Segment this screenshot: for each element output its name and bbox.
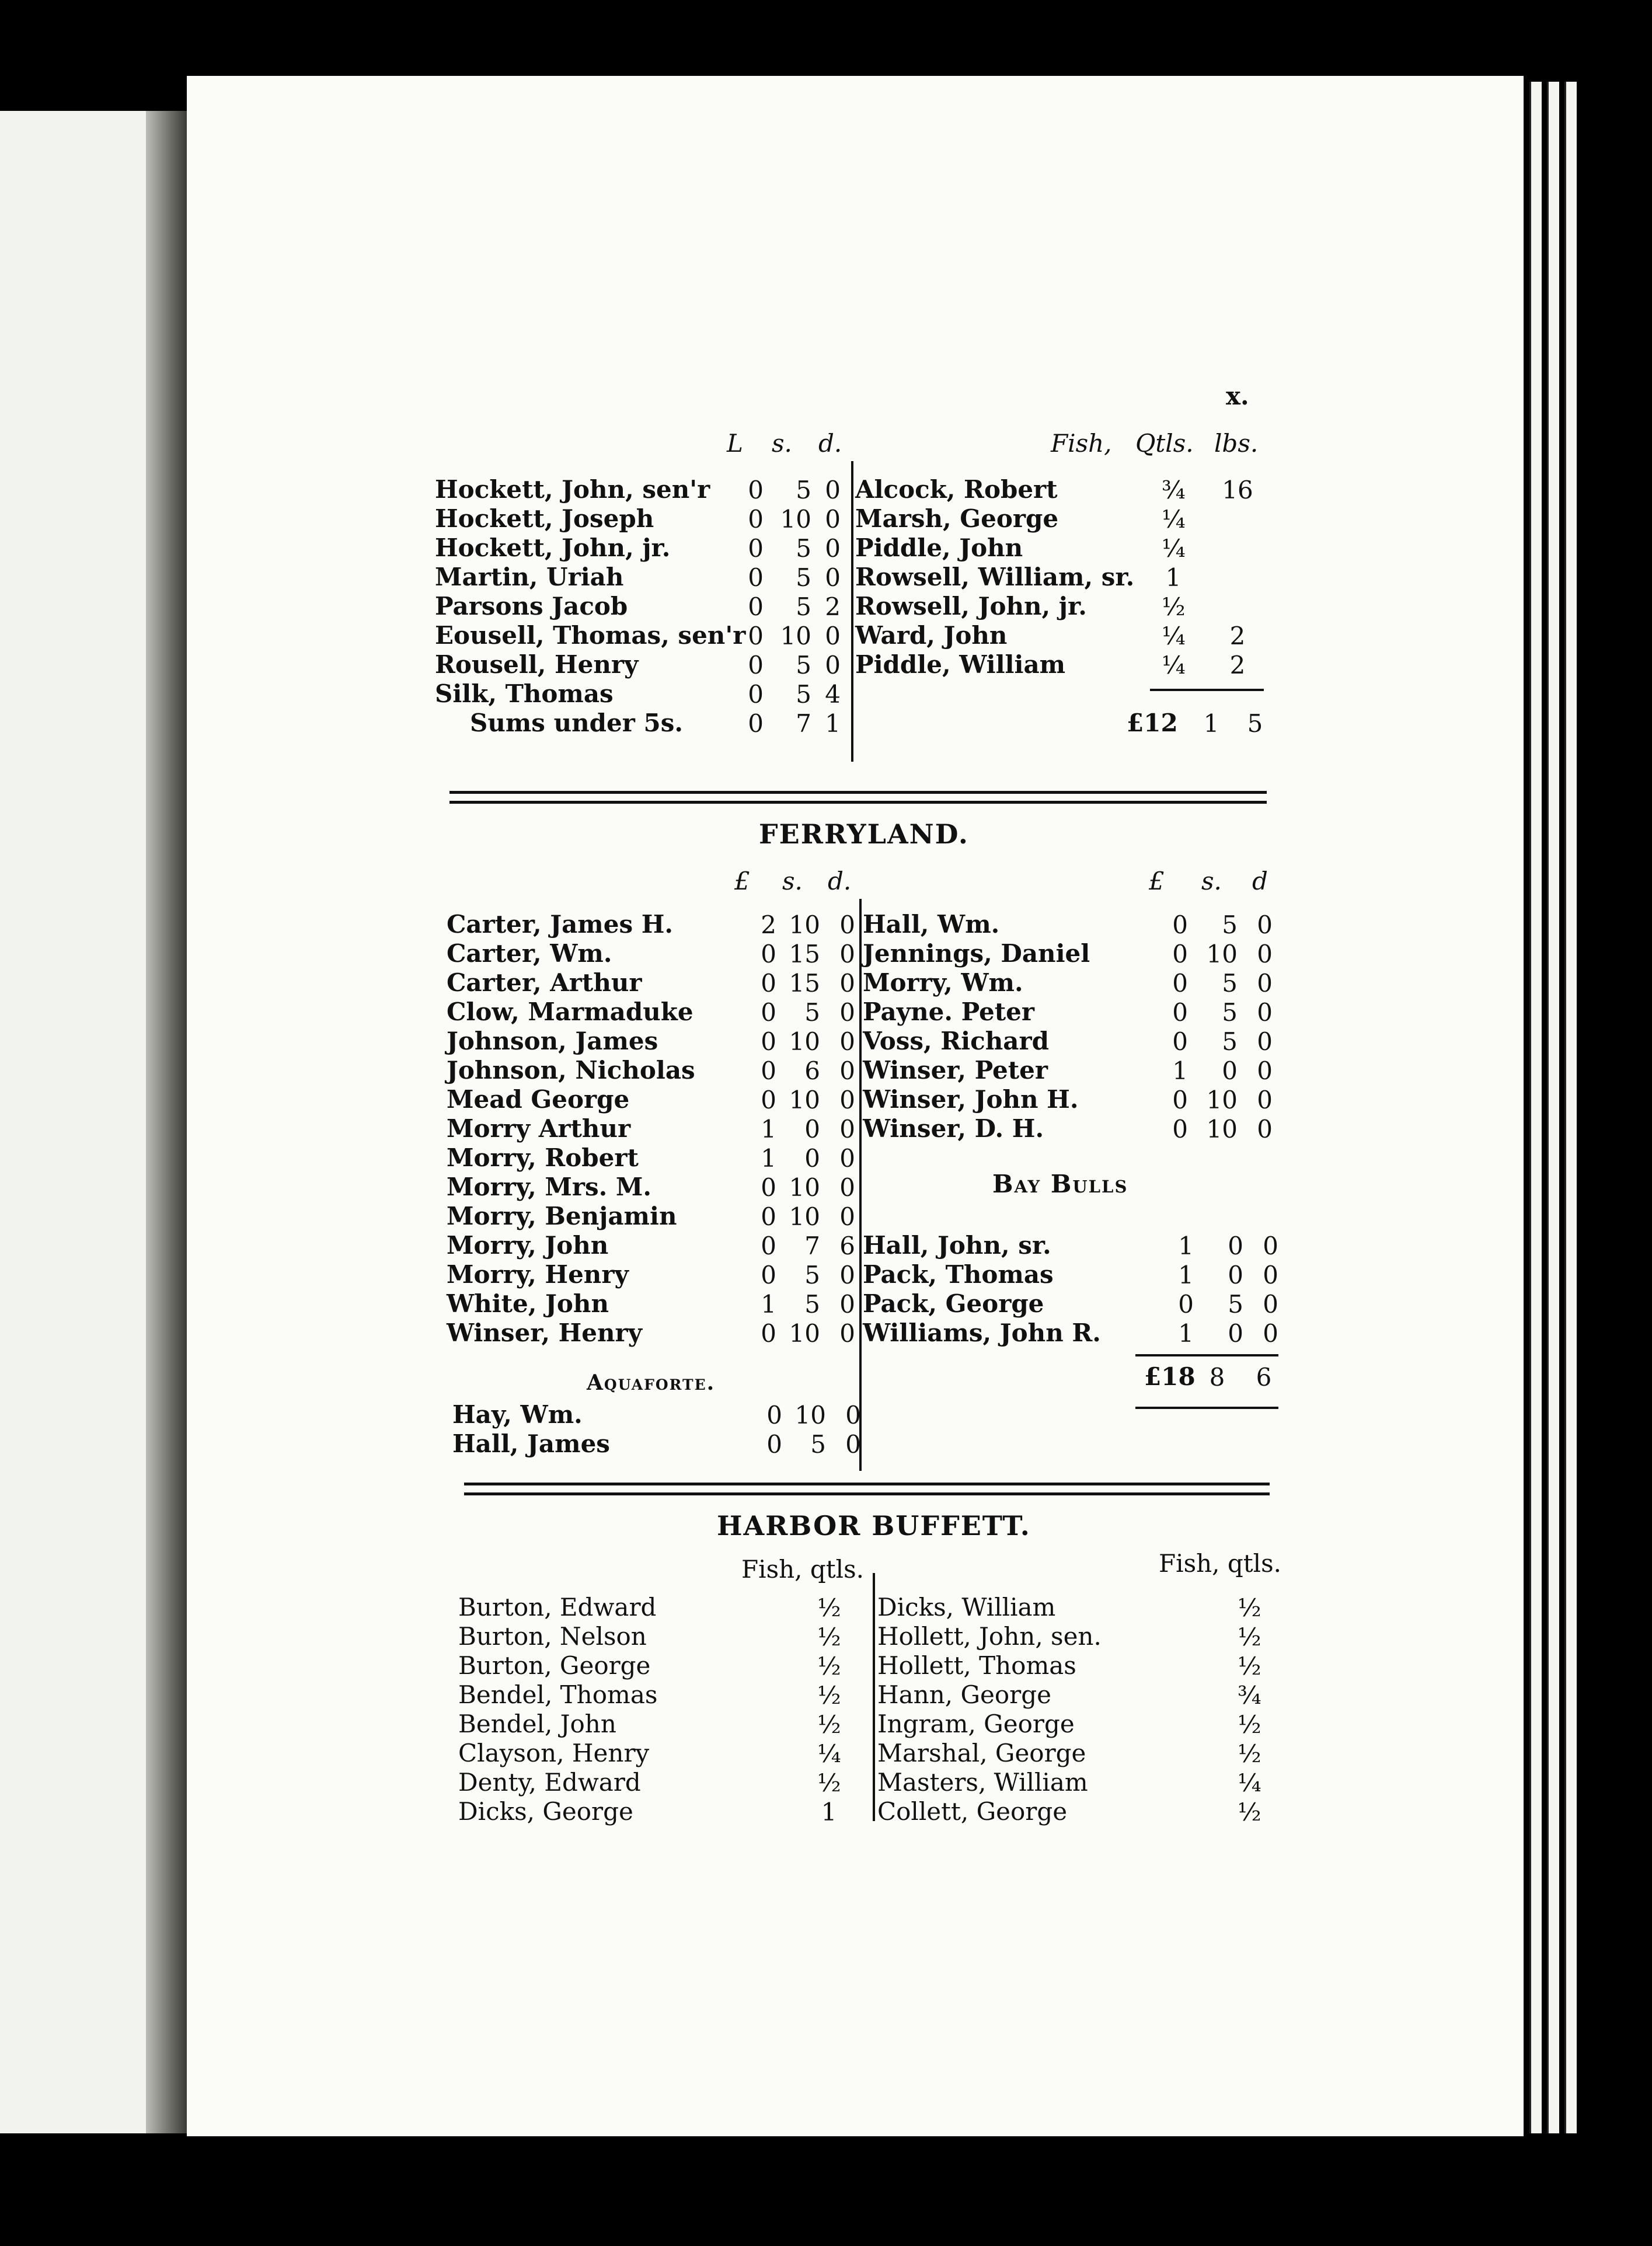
- entry-name: Hall, Wm.: [863, 910, 1000, 939]
- entry-name: Winser, Henry: [447, 1319, 643, 1347]
- amount-pence: 0: [1257, 940, 1273, 968]
- entry-name: Winser, D. H.: [863, 1114, 1044, 1143]
- entry-name: Marshal, George: [877, 1739, 1086, 1767]
- amount-pounds: 1: [761, 1290, 776, 1319]
- amount-pounds: 0: [1172, 998, 1188, 1027]
- amount-pounds: 0: [761, 1027, 776, 1056]
- entry-name: Piddle, William: [855, 650, 1066, 679]
- entry-name: Ward, John: [855, 621, 1008, 650]
- amount-shillings: 0: [804, 1144, 820, 1173]
- amount-qtls: ½: [1238, 1798, 1261, 1826]
- entry-name: Dicks, William: [877, 1593, 1056, 1621]
- entry-name: Hockett, Joseph: [435, 504, 654, 533]
- amount-shillings: 5: [796, 563, 811, 592]
- subsection-title-bay-bulls: Bay Bulls: [992, 1170, 1128, 1198]
- entry-name: Mead George: [447, 1085, 630, 1114]
- entry-name: Morry, Robert: [447, 1143, 639, 1172]
- amount-pounds: 0: [761, 1202, 776, 1231]
- entry-name: Winser, Peter: [863, 1056, 1048, 1084]
- amount-pounds: 0: [748, 622, 764, 650]
- amount-qtls: ½: [817, 1623, 841, 1651]
- amount-pence: 0: [839, 1115, 855, 1143]
- amount-pence: 0: [825, 622, 841, 650]
- amount-shillings: 5: [804, 1290, 820, 1319]
- page-edge-3: [1564, 82, 1577, 2133]
- amount-shillings: 10: [789, 1027, 820, 1056]
- entry-name: Burton, George: [458, 1651, 651, 1680]
- amount-pence: 0: [839, 1086, 855, 1114]
- entry-name: Voss, Richard: [863, 1027, 1049, 1055]
- amount-pence: 0: [839, 998, 855, 1027]
- entry-name: Silk, Thomas: [435, 679, 614, 708]
- entry-name: Ingram, George: [877, 1710, 1075, 1738]
- entry-name: Morry, Henry: [447, 1260, 629, 1289]
- amount-pounds: 2: [761, 911, 776, 939]
- amount-pence: 0: [1263, 1232, 1278, 1260]
- amount-pence: 0: [1257, 1027, 1273, 1056]
- entry-name: Collett, George: [877, 1797, 1068, 1826]
- amount-shillings: 5: [1222, 998, 1238, 1027]
- col-header-pounds: £: [734, 867, 750, 895]
- col-header-shillings: s.: [772, 429, 792, 458]
- col-header-pence: d: [1252, 867, 1268, 895]
- amount-qtls: ½: [1238, 1739, 1261, 1768]
- entry-name: Rousell, Henry: [435, 650, 639, 679]
- amount-pounds: 1: [1178, 1319, 1194, 1348]
- section-rule-top: [464, 1483, 1270, 1485]
- amount-pounds: 0: [1172, 1115, 1188, 1143]
- amount-pence: 0: [839, 1202, 855, 1231]
- amount-qtls: ¼: [817, 1739, 841, 1768]
- amount-qtls: ¾: [1238, 1681, 1261, 1710]
- amount-pence: 0: [839, 1173, 855, 1202]
- amount-pounds: 0: [766, 1430, 782, 1459]
- amount-qtls: ½: [817, 1652, 841, 1680]
- col-header-fish: Fish,: [1051, 429, 1112, 458]
- amount-pounds: 0: [761, 1173, 776, 1202]
- entry-name: Pack, Thomas: [863, 1260, 1054, 1289]
- entry-name: Williams, John R.: [863, 1319, 1101, 1347]
- total-shillings: 8: [1209, 1363, 1225, 1391]
- total-pounds: £12: [1127, 709, 1178, 737]
- subsection-title-aquaforte: Aquaforte.: [587, 1370, 716, 1395]
- amount-pence: 0: [825, 563, 841, 592]
- entry-name: Hann, George: [877, 1680, 1051, 1709]
- amount-shillings: 5: [796, 592, 811, 621]
- amount-pence: 0: [839, 940, 855, 968]
- document-page: [187, 76, 1524, 2136]
- entry-name: Johnson, Nicholas: [447, 1056, 695, 1084]
- entry-name: Alcock, Robert: [855, 475, 1058, 504]
- amount-shillings: 10: [1206, 1086, 1238, 1114]
- entry-name: Hollett, John, sen.: [877, 1622, 1102, 1651]
- amount-shillings: 10: [789, 1319, 820, 1348]
- column-divider: [859, 899, 862, 1471]
- col-header-shillings: s.: [782, 867, 803, 895]
- amount-pence: 4: [825, 680, 841, 709]
- amount-pence: 0: [839, 1319, 855, 1348]
- page-edge-2: [1547, 82, 1559, 2133]
- amount-qtls: ½: [1238, 1710, 1261, 1739]
- amount-pounds: 1: [1178, 1261, 1194, 1289]
- section-rule-bottom: [449, 801, 1267, 804]
- entry-name: Martin, Uriah: [435, 563, 624, 591]
- amount-pence: 0: [1257, 969, 1273, 998]
- amount-shillings: 7: [796, 709, 811, 738]
- col-header-pence: d.: [828, 867, 852, 895]
- adjacent-page-edge: [0, 111, 184, 2133]
- amount-shillings: 5: [1222, 969, 1238, 998]
- amount-pence: 0: [1257, 911, 1273, 939]
- amount-shillings: 7: [804, 1232, 820, 1260]
- entry-name: Rowsell, William, sr.: [855, 563, 1135, 591]
- amount-pounds: 0: [761, 998, 776, 1027]
- entry-name: Clow, Marmaduke: [447, 998, 693, 1026]
- amount-pence: 0: [839, 1144, 855, 1173]
- entry-name: Bendel, Thomas: [458, 1680, 658, 1709]
- amount-qtls: ½: [1238, 1652, 1261, 1680]
- amount-qtls: ¼: [1162, 505, 1186, 533]
- amount-qtls: ½: [1238, 1593, 1261, 1622]
- entry-name: Hall, James: [452, 1429, 610, 1458]
- amount-qtls: ½: [817, 1710, 841, 1739]
- amount-pence: 0: [1263, 1261, 1278, 1289]
- amount-qtls: ¼: [1238, 1769, 1261, 1797]
- entry-name: Carter, James H.: [447, 910, 674, 939]
- entry-name: White, John: [447, 1289, 609, 1318]
- entry-name: Denty, Edward: [458, 1768, 641, 1797]
- entry-name: Piddle, John: [855, 533, 1023, 562]
- entry-name: Winser, John H.: [863, 1085, 1079, 1114]
- amount-shillings: 10: [1206, 1115, 1238, 1143]
- amount-pounds: 0: [748, 709, 764, 738]
- amount-pence: 0: [825, 534, 841, 563]
- entry-name: Carter, Wm.: [447, 939, 612, 968]
- entry-name: Sums under 5s.: [470, 709, 683, 737]
- total-rule: [1135, 1407, 1278, 1409]
- col-header-lbs: lbs.: [1214, 429, 1259, 458]
- col-header-pence: d.: [818, 429, 842, 458]
- col-header-fish-qtls: Fish, qtls.: [1159, 1549, 1281, 1578]
- amount-shillings: 0: [1222, 1056, 1238, 1085]
- amount-qtls: ½: [817, 1769, 841, 1797]
- amount-pence: 0: [825, 651, 841, 679]
- amount-shillings: 15: [789, 969, 820, 998]
- amount-pounds: 1: [1178, 1232, 1194, 1260]
- entry-name: Marsh, George: [855, 504, 1059, 533]
- amount-pence: 0: [845, 1430, 861, 1459]
- entry-name: Hay, Wm.: [452, 1400, 583, 1429]
- amount-pence: 0: [839, 1056, 855, 1085]
- amount-shillings: 10: [794, 1401, 826, 1429]
- section-rule-top: [449, 791, 1267, 794]
- total-shillings: 1: [1203, 709, 1219, 738]
- amount-shillings: 5: [796, 476, 811, 504]
- amount-pounds: 0: [761, 1232, 776, 1260]
- amount-pence: 0: [1263, 1319, 1278, 1348]
- corner-mark: x.: [1226, 382, 1249, 410]
- amount-shillings: 5: [1222, 1027, 1238, 1056]
- amount-qtls: ¼: [1162, 622, 1186, 650]
- amount-pounds: 0: [748, 505, 764, 533]
- amount-qtls: 1: [1165, 563, 1182, 592]
- amount-shillings: 0: [1228, 1319, 1243, 1348]
- amount-pence: 0: [845, 1401, 861, 1429]
- total-pence: 5: [1247, 709, 1263, 738]
- amount-pounds: 0: [1172, 969, 1188, 998]
- amount-pence: 0: [839, 911, 855, 939]
- amount-pounds: 0: [761, 969, 776, 998]
- entry-name: Hockett, John, sen'r: [435, 475, 710, 504]
- amount-pence: 0: [825, 505, 841, 533]
- amount-pounds: 0: [748, 563, 764, 592]
- amount-shillings: 5: [796, 680, 811, 709]
- amount-pounds: 0: [766, 1401, 782, 1429]
- entry-name: Jennings, Daniel: [863, 939, 1090, 968]
- col-header-pounds: L: [727, 429, 743, 458]
- amount-pounds: 0: [748, 651, 764, 679]
- entry-name: Morry, Wm.: [863, 968, 1023, 997]
- amount-qtls: ½: [1162, 592, 1186, 621]
- amount-pounds: 0: [1172, 940, 1188, 968]
- entry-name: Masters, William: [877, 1768, 1088, 1797]
- amount-pence: 0: [825, 476, 841, 504]
- page-gutter-shadow: [146, 111, 187, 2133]
- amount-shillings: 6: [804, 1056, 820, 1085]
- entry-name: Burton, Nelson: [458, 1622, 647, 1651]
- amount-qtls: ½: [817, 1593, 841, 1622]
- amount-qtls: ¼: [1162, 651, 1186, 679]
- col-header-shillings: s.: [1201, 867, 1222, 895]
- page-edge-1: [1529, 82, 1542, 2133]
- amount-shillings: 5: [1228, 1290, 1243, 1319]
- amount-pence: 0: [1257, 1056, 1273, 1085]
- amount-pounds: 0: [1172, 1086, 1188, 1114]
- amount-pence: 0: [839, 1027, 855, 1056]
- amount-shillings: 0: [1228, 1261, 1243, 1289]
- amount-shillings: 10: [789, 1202, 820, 1231]
- amount-shillings: 10: [789, 1173, 820, 1202]
- amount-pence: 1: [825, 709, 841, 738]
- amount-qtls: ½: [817, 1681, 841, 1710]
- amount-pounds: 0: [761, 940, 776, 968]
- entry-name: Morry, John: [447, 1231, 609, 1260]
- sum-rule: [1150, 689, 1264, 691]
- amount-shillings: 0: [1228, 1232, 1243, 1260]
- amount-pounds: 0: [1172, 1027, 1188, 1056]
- entry-name: Hollett, Thomas: [877, 1651, 1076, 1680]
- amount-shillings: 5: [804, 1261, 820, 1289]
- amount-shillings: 10: [1206, 940, 1238, 968]
- entry-name: Rowsell, John, jr.: [855, 592, 1087, 620]
- amount-pence: 0: [1263, 1290, 1278, 1319]
- entry-name: Burton, Edward: [458, 1593, 657, 1621]
- amount-shillings: 5: [796, 534, 811, 563]
- entry-name: Eousell, Thomas, sen'r: [435, 621, 746, 650]
- section-title-ferryland: FERRYLAND.: [759, 818, 969, 850]
- amount-shillings: 0: [804, 1115, 820, 1143]
- amount-pence: 0: [839, 969, 855, 998]
- amount-pounds: 1: [761, 1144, 776, 1173]
- amount-qtls: ¼: [1162, 534, 1186, 563]
- amount-pence: 0: [839, 1290, 855, 1319]
- amount-pounds: 0: [748, 592, 764, 621]
- entry-name: Pack, George: [863, 1289, 1044, 1318]
- entry-name: Clayson, Henry: [458, 1739, 650, 1767]
- amount-pence: 0: [1257, 1086, 1273, 1114]
- amount-qtls: ½: [1238, 1623, 1261, 1651]
- column-divider: [873, 1573, 875, 1821]
- entry-name: Hockett, John, jr.: [435, 533, 671, 562]
- amount-pence: 0: [1257, 998, 1273, 1027]
- entry-name: Hall, John, sr.: [863, 1231, 1051, 1260]
- amount-pounds: 0: [1178, 1290, 1194, 1319]
- amount-pence: 0: [1257, 1115, 1273, 1143]
- sum-rule: [1135, 1354, 1278, 1356]
- entry-name: Johnson, James: [447, 1027, 658, 1055]
- entry-name: Carter, Arthur: [447, 968, 642, 997]
- entry-name: Morry Arthur: [447, 1114, 631, 1143]
- amount-shillings: 5: [796, 651, 811, 679]
- entry-name: Parsons Jacob: [435, 592, 628, 620]
- amount-pounds: 0: [761, 1086, 776, 1114]
- amount-pence: 2: [825, 592, 841, 621]
- total-pence: 6: [1256, 1363, 1272, 1391]
- amount-shillings: 5: [1222, 911, 1238, 939]
- col-header-pounds: £: [1149, 867, 1165, 895]
- amount-pounds: 0: [761, 1319, 776, 1348]
- col-header-fish-qtls: Fish, qtls.: [741, 1555, 864, 1584]
- amount-pounds: 0: [748, 476, 764, 504]
- amount-shillings: 5: [804, 998, 820, 1027]
- col-header-qtls: Qtls.: [1135, 429, 1194, 458]
- amount-shillings: 10: [789, 911, 820, 939]
- amount-lbs: 2: [1229, 651, 1246, 679]
- amount-shillings: 5: [810, 1430, 826, 1459]
- amount-lbs: 2: [1229, 622, 1246, 650]
- total-pounds: £18: [1144, 1362, 1196, 1391]
- amount-pounds: 0: [761, 1261, 776, 1289]
- entry-name: Payne. Peter: [863, 998, 1034, 1026]
- entry-name: Bendel, John: [458, 1710, 616, 1738]
- amount-pounds: 0: [748, 534, 764, 563]
- entry-name: Morry, Benjamin: [447, 1202, 677, 1230]
- amount-pence: 0: [839, 1261, 855, 1289]
- amount-pounds: 1: [761, 1115, 776, 1143]
- section-rule-bottom: [464, 1492, 1270, 1495]
- amount-pounds: 0: [761, 1056, 776, 1085]
- amount-pounds: 1: [1172, 1056, 1188, 1085]
- amount-pounds: 0: [1172, 911, 1188, 939]
- amount-pounds: 0: [748, 680, 764, 709]
- amount-shillings: 10: [780, 505, 811, 533]
- amount-lbs: 16: [1222, 476, 1253, 504]
- amount-shillings: 10: [780, 622, 811, 650]
- entry-name: Morry, Mrs. M.: [447, 1173, 652, 1201]
- amount-shillings: 10: [789, 1086, 820, 1114]
- amount-qtls: ¾: [1162, 476, 1186, 504]
- amount-shillings: 15: [789, 940, 820, 968]
- section-title-harbor-buffett: HARBOR BUFFETT.: [717, 1510, 1031, 1541]
- column-divider: [851, 461, 853, 762]
- amount-pence: 6: [839, 1232, 855, 1260]
- amount-qtls: 1: [821, 1798, 837, 1826]
- entry-name: Dicks, George: [458, 1797, 633, 1826]
